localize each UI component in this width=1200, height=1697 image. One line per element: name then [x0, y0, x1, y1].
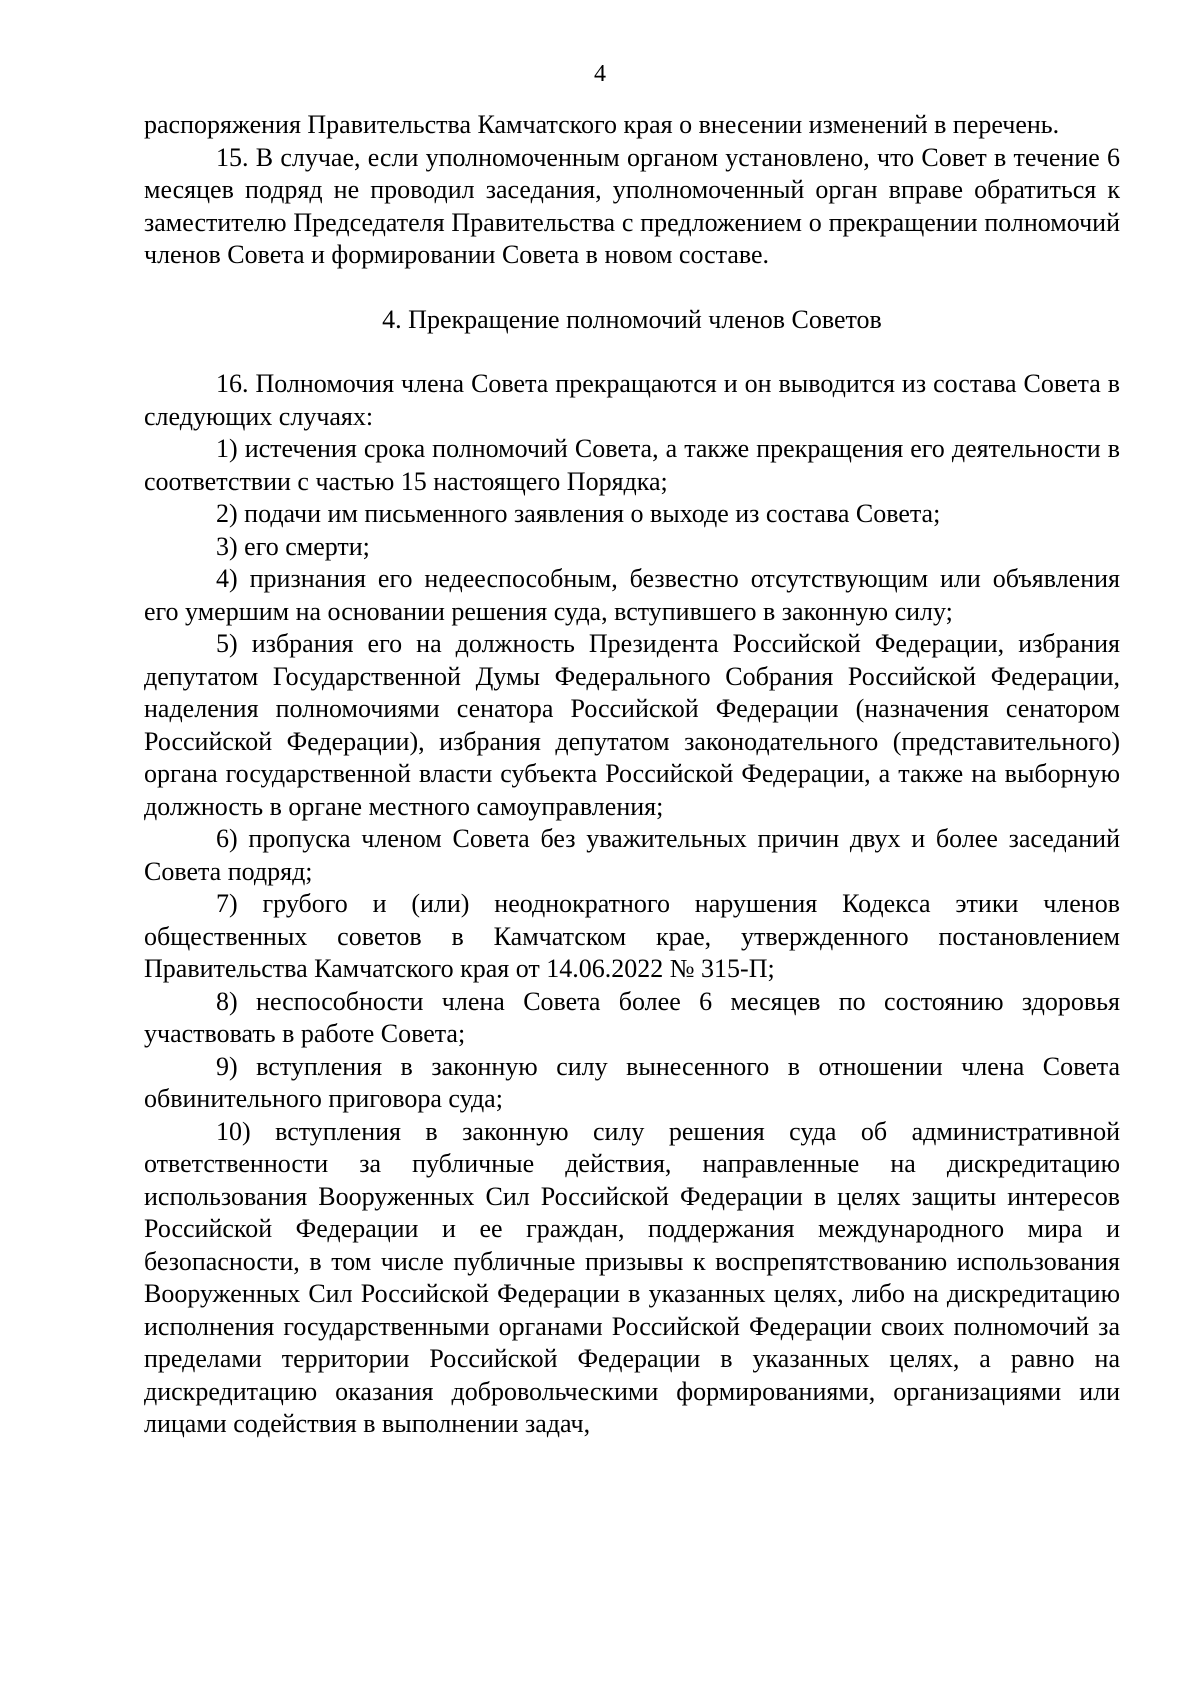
- section-heading: 4. Прекращение полномочий членов Советов: [382, 304, 882, 334]
- paragraph-continuation: распоряжения Правительства Камчатского края о внесении изменений в перечень.: [144, 110, 1060, 139]
- document-body: [144, 109, 1120, 1441]
- list-item-10: 10) вступления в законную силу решения суда об административной ответственности за публичные действия, направленные на дискредитацию использования Вооруженных Сил Российской Федерации в целях защиты интересов Российской Федерации и ее граждан, поддержания международного мира и безопасности, в том числе публичные призывы к воспрепятствованию использования Вооруженных Сил Российской Федерации в указанных целях, либо на дискредитацию исполнения государственными органами Российской Федерации своих полномочий за пределами территории Российской Федерации в указанных целях, а равно на дискредитацию оказания добровольческими формированиями, организациями или лицами содействия в выполнении задач,: [144, 1116, 1120, 1438]
- list-item-4: 4) признания его недееспособным, безвестно отсутствующим или объявления его умершим на основании решения суда, вступившего в законную силу;: [144, 564, 1120, 626]
- list-item-8: 8) неспособности члена Совета более 6 месяцев по состоянию здоровья участвовать в работе Совета;: [144, 986, 1120, 1048]
- list-item-3: 3) его смерти;: [216, 531, 370, 561]
- list-item-2: 2) подачи им письменного заявления о выходе из состава Совета;: [216, 499, 941, 528]
- paragraph-15: 15. В случае, если уполномоченным органом установлено, что Совет в течение 6 месяцев подряд не проводил заседания, уполномоченный орган вправе обратиться к заместителю Председателя Правительства с предложением о прекращении полномочий членов Совета и формировании Совета в новом составе.: [144, 142, 1120, 269]
- list-item-7: 7) грубого и (или) неоднократного нарушения Кодекса этики членов общественных советов в Камчатском крае, утвержденного постановлением Правительства Камчатского края от 14.06.2022 № 315-П;: [144, 889, 1120, 983]
- list-item-5: 5) избрания его на должность Президента Российской Федерации, избрания депутатом Государственной Думы Федерального Собрания Российской Федерации, наделения полномочиями сенатора Российской Федерации (назначения сенатором Российской Федерации), избрания депутатом законодательного (представительного) органа государственной власти субъекта Российской Федерации, а также на выборную должность в органе местного самоуправления;: [144, 629, 1120, 821]
- list-item-9: 9) вступления в законную силу вынесенного в отношении члена Совета обвинительного приговора суда;: [144, 1051, 1120, 1113]
- list-item-1: 1) истечения срока полномочий Совета, а также прекращения его деятельности в соответствии с частью 15 настоящего Порядка;: [144, 434, 1120, 496]
- list-item-6: 6) пропуска членом Совета без уважительных причин двух и более заседаний Совета подряд;: [144, 824, 1120, 886]
- paragraph-16: 16. Полномочия члена Совета прекращаются и он выводится из состава Совета в следующих случаях:: [144, 369, 1120, 431]
- page-number: 4: [594, 61, 606, 87]
